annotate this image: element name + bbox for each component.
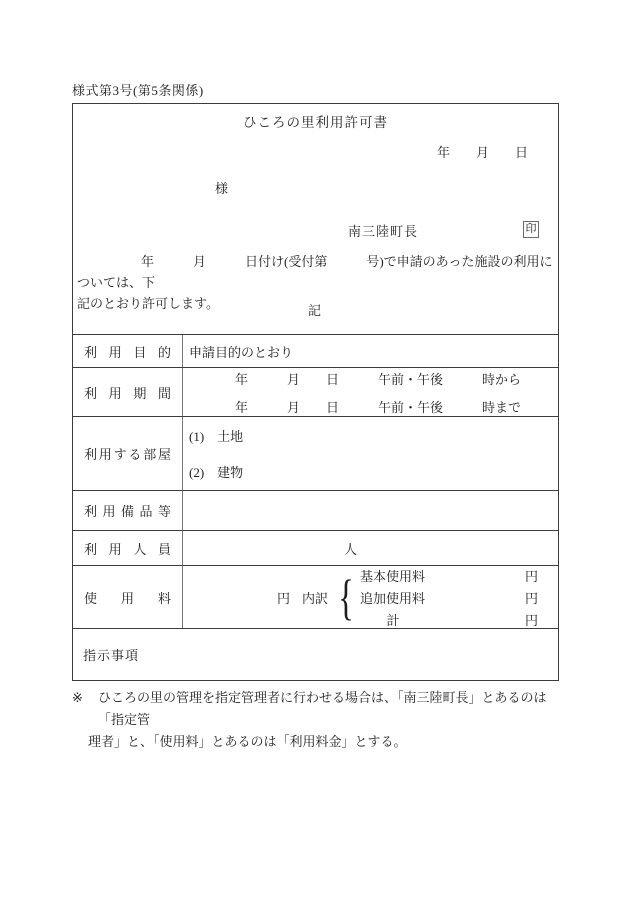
row-period [73,367,558,416]
instructions-label: 指示事項 [83,648,140,663]
fee-item-total-unit: 円 [524,612,538,628]
record-marker: 記 [307,303,323,318]
fee-item-basic [360,566,538,585]
rooms-item-building: (2) 建物 [189,465,244,480]
body-paragraph-line1: 年 月 日付け(受付第 号)で申請のあった施設の利用については、下 [77,254,553,290]
permit-table [73,334,558,680]
document-title: ひころの里利用許可書 [243,115,388,130]
rooms-item-land: (1) 土地 [189,429,244,444]
body-paragraph-line2: 記のとおり許可します。 [77,296,219,311]
period-to-line: 年 月 日 午前・午後 時まで [235,399,522,415]
fee-breakdown-list [360,566,538,629]
rooms-value-cell [183,417,558,490]
issue-date-placeholder: 年 月 日 [436,145,528,160]
people-label: 利用人員 [84,541,171,557]
fee-item-total [360,610,538,629]
people-unit: 人 [343,541,357,557]
rooms-label-cell [73,417,183,490]
purpose-label-cell [73,335,183,367]
rooms-label: 利用する部屋 [84,447,171,462]
people-value-cell [183,531,558,565]
instructions-cell [73,629,558,680]
row-fee [73,565,558,628]
period-from-line: 年 月 日 午前・午後 時から [235,371,522,387]
period-value-cell [183,368,558,416]
row-people [73,530,558,565]
equipment-label-cell [73,491,183,530]
fee-item-basic-name: 基本使用料 [360,568,426,584]
fee-amount-unit: 円 [276,590,290,606]
row-equipment [73,490,558,530]
fee-brace-glyph: { [338,569,354,625]
purpose-value: 申請目的のとおり [189,344,294,360]
row-instructions [73,628,558,680]
period-label: 利用期間 [84,385,171,401]
issuer-row [73,221,558,239]
seal-placeholder-icon: 印 [523,221,539,238]
fee-item-basic-unit: 円 [524,568,538,584]
footnote [72,687,564,753]
issuer-title: 南三陸町長 [348,224,419,239]
fee-item-total-name: 計 [386,612,400,628]
purpose-value-cell [183,335,558,367]
fee-item-additional [360,588,538,607]
equipment-value-cell [183,491,558,530]
addressee-suffix: 様 [215,181,229,196]
fee-value-cell [183,566,558,628]
row-purpose [73,334,558,367]
footnote-marker: ※ [72,690,83,705]
fee-breakdown-label: 内訳 [301,590,328,606]
fee-label: 使用料 [84,590,171,606]
fee-label-cell [73,566,183,628]
footnote-line1-text: ひころの里の管理を指定管理者に行わせる場合は、「南三陸町長」とあるのは「指定管 [98,690,547,727]
form-number: 様式第3号(第5条関係) [72,83,204,98]
people-label-cell [73,531,183,565]
footnote-line2: 理者」と、「使用料」とあるのは「利用料金」とする。 [88,734,407,749]
row-rooms [73,416,558,490]
equipment-label: 利用備品等 [84,504,171,519]
period-label-cell [73,368,183,416]
fee-item-additional-unit: 円 [524,590,538,606]
document-border-box [72,103,559,681]
fee-item-additional-name: 追加使用料 [360,590,426,606]
footnote-line1 [72,687,564,731]
purpose-label: 利用目的 [84,344,171,360]
